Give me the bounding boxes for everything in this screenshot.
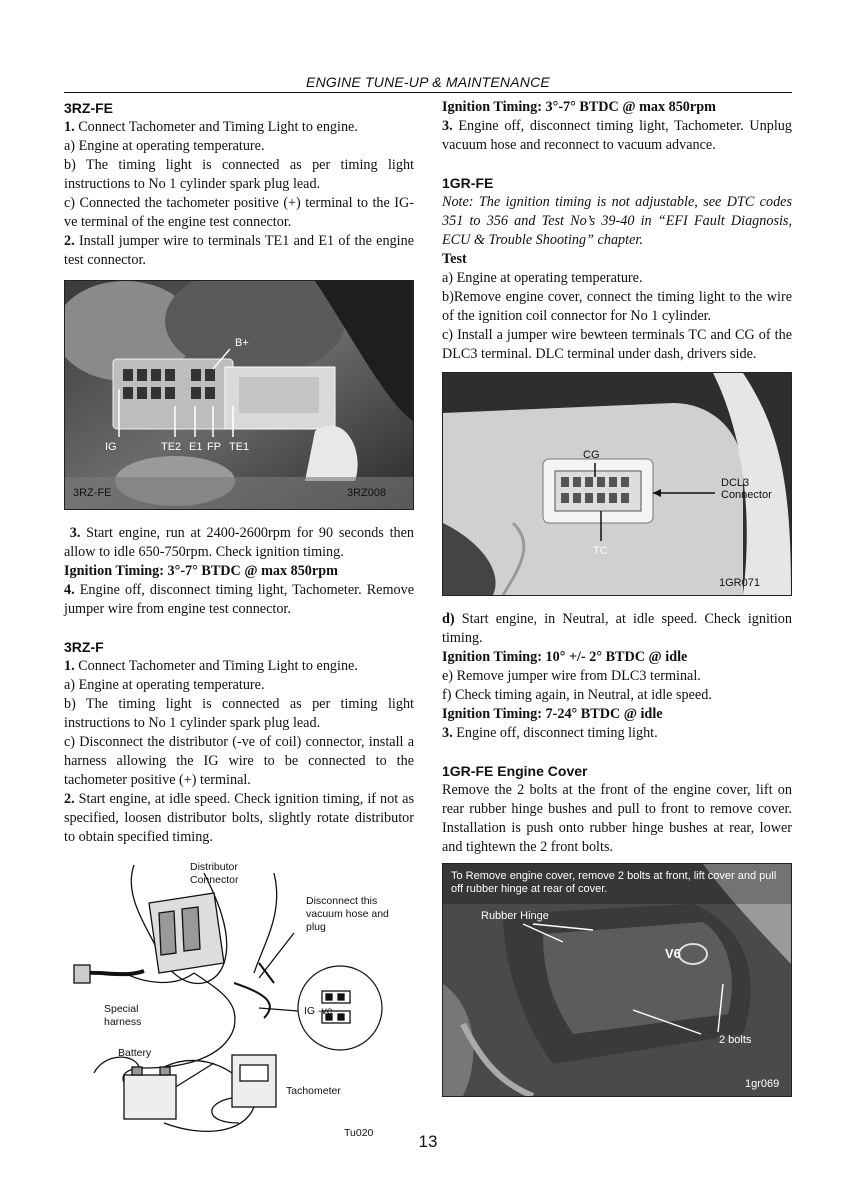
label-distributor-connector: Distributor Connector: [190, 861, 239, 886]
section-title-1gr-fe: 1GR-FE: [442, 175, 494, 191]
step-1: 1. Connect Tachometer and Timing Light to engine.: [64, 119, 358, 135]
label-cg: CG: [583, 449, 600, 461]
step-d: d) Start engine, in Neutral, at idle speed. Check ignition timing.: [442, 611, 792, 646]
label-ig: IG: [105, 441, 117, 453]
label-te1: TE1: [229, 441, 250, 453]
step-b: b) The timing light is connected as per timing light instructions to No 1 cylinder spark plug lead.: [64, 696, 414, 731]
label-ig-ve: IG -ve: [304, 1005, 333, 1017]
ignition-timing-spec: Ignition Timing: 3°-7° BTDC @ max 850rpm: [442, 99, 716, 115]
section-title-3rz-f: 3RZ-F: [64, 639, 104, 655]
label-vacuum-hose: Disconnect this vacuum hose and plug: [306, 895, 389, 933]
label-special-harness: Special harness: [104, 1003, 142, 1028]
figure-code: 1gr069: [745, 1078, 780, 1090]
step-a: a) Engine at operating temperature.: [64, 677, 265, 693]
step-3: 3. Engine off, disconnect timing light.: [442, 725, 658, 741]
test-heading: Test: [442, 251, 467, 267]
step-c: c) Install a jumper wire bewteen terminals TC and CG of the DLC3 terminal. DLC terminal under dash, drivers side.: [442, 327, 792, 362]
step-b: b) The timing light is connected as per timing light instructions to No 1 cylinder spark plug lead.: [64, 157, 414, 192]
note: Note: The ignition timing is not adjustable, see DTC codes 351 to 356 and Test No’s 39-40 in “EFI Fault Diagnosis, ECU & Trouble Shooting” chapter.: [442, 194, 792, 248]
photo-test-connector: [64, 280, 414, 510]
distributor-wiring-diagram: [64, 853, 414, 1153]
figure-code: 1GR071: [719, 577, 760, 589]
step-3: 3. Start engine, run at 2400-2600rpm for 90 seconds then allow to idle 650-750rpm. Check ignition timing.: [64, 525, 414, 560]
label-b-plus: B+: [235, 337, 249, 349]
label-2-bolts: 2 bolts: [719, 1034, 752, 1046]
page-header: ENGINE TUNE-UP & MAINTENANCE: [306, 74, 550, 90]
figure-code: Tu020: [344, 1127, 374, 1139]
label-e1: E1: [189, 441, 203, 453]
label-dcl3-connector: DCL3 Connector: [721, 477, 772, 501]
step-2: 2. Start engine, at idle speed. Check ignition timing, if not as specified, loosen distributor bolts, slightly rotate distributor to obtain specified timing.: [64, 791, 414, 845]
step-b: b)Remove engine cover, connect the timing light to the wire of the ignition coil connector for No 1 cylinder.: [442, 289, 792, 324]
right-column: [442, 98, 792, 1097]
label-v6: V6: [665, 946, 681, 961]
ignition-timing-spec: Ignition Timing: 3°-7° BTDC @ max 850rpm: [64, 563, 338, 579]
step-3: 3. Engine off, disconnect timing light, Tachometer. Unplug vacuum hose and reconnect to vacuum advance.: [442, 118, 792, 153]
step-e: e) Remove jumper wire from DLC3 terminal.: [442, 668, 701, 684]
step-2: 2. Install jumper wire to terminals TE1 and E1 of the engine test connector.: [64, 233, 414, 268]
label-te2: TE2: [161, 441, 182, 453]
photo-dlc3-connector: [442, 372, 792, 596]
step-f: f) Check timing again, in Neutral, at idle speed.: [442, 687, 712, 703]
step-1: 1. Connect Tachometer and Timing Light to engine.: [64, 658, 358, 674]
label-fp: FP: [207, 441, 222, 453]
photo-engine-cover: [442, 863, 792, 1097]
caption-right: 3RZ008: [347, 487, 387, 499]
label-rubber-hinge: Rubber Hinge: [481, 910, 549, 922]
ignition-timing-spec: Ignition Timing: 7-24° BTDC @ idle: [442, 706, 663, 722]
step-4: 4. Engine off, disconnect timing light, Tachometer. Remove jumper wire from engine test connector.: [64, 582, 414, 617]
ignition-timing-spec: Ignition Timing: 10° +/- 2° BTDC @ idle: [442, 649, 688, 665]
engine-cover-text: Remove the 2 bolts at the front of the engine cover, lift on rear rubber hinge bushes and pull to front to remove cover. Installation is push onto rubber hinge bushes at rear, lower and tightewn the 2 front bolts.: [442, 782, 792, 855]
label-tc: TC: [593, 545, 608, 557]
label-battery: Battery: [118, 1047, 152, 1059]
header-rule: [64, 92, 792, 93]
step-c: c) Disconnect the distributor (-ve of coil) connector, install a harness allowing the IG wire to be connected to the tachometer positive (+) terminal.: [64, 734, 414, 788]
left-column: [64, 98, 414, 1153]
caption-left: 3RZ-FE: [73, 487, 112, 499]
cover-caption: To Remove engine cover, remove 2 bolts at front, lift cover and pull off rubber hinge at rear of cover.: [451, 870, 777, 895]
step-a: a) Engine at operating temperature.: [64, 138, 265, 154]
section-title-3rz-fe: 3RZ-FE: [64, 100, 113, 116]
page-number: 13: [418, 1132, 438, 1151]
label-tachometer: Tachometer: [286, 1085, 341, 1097]
step-a: a) Engine at operating temperature.: [442, 270, 643, 286]
section-title-engine-cover: 1GR-FE Engine Cover: [442, 763, 588, 779]
step-c: c) Connected the tachometer positive (+) terminal to the IG-ve terminal of the engine test connector.: [64, 195, 414, 230]
